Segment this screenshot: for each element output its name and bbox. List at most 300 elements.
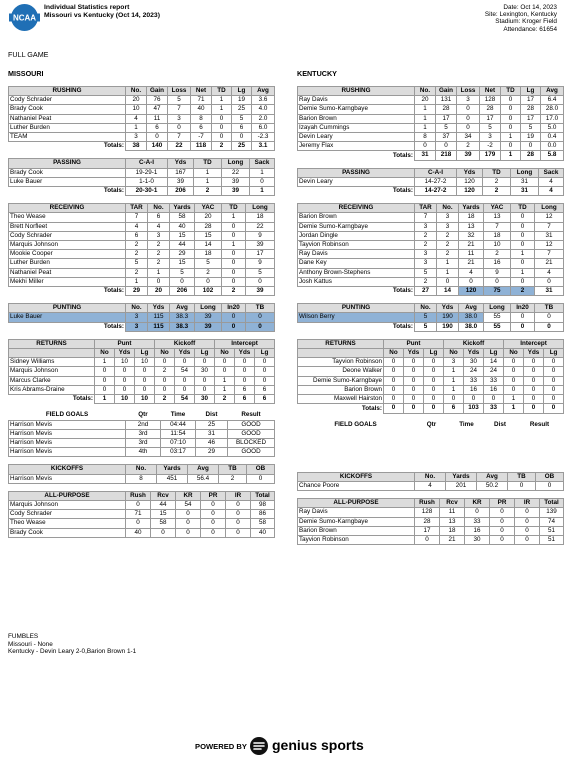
stat-value: 1	[437, 268, 459, 277]
totals-row	[9, 287, 275, 296]
table-header-row	[9, 349, 275, 358]
total-value: 0	[544, 404, 564, 413]
stat-value: 0	[424, 395, 444, 404]
stat-value: 0	[175, 385, 195, 394]
stat-value: 0	[544, 395, 564, 404]
stat-value: 0	[457, 123, 480, 132]
stat-value: 28	[195, 222, 222, 231]
stat-value: 0	[115, 367, 135, 376]
stat-value: 4	[126, 222, 148, 231]
game-info-stadium: Stadium: Kroger Field	[495, 18, 557, 26]
stat-value: 0	[201, 510, 226, 519]
stat-value: 0	[126, 519, 151, 528]
stat-value: 3	[444, 358, 464, 367]
stat-value: 17.0	[541, 114, 564, 123]
player-name: Ray Davis	[298, 96, 415, 105]
column-header: Rcv	[151, 491, 176, 500]
total-value: 39	[457, 151, 480, 160]
totals-label: Totals:	[361, 404, 382, 412]
player-name: TEAM	[9, 133, 126, 142]
column-header: TD	[501, 87, 521, 96]
column-header: Avg	[541, 87, 564, 96]
player-name: Demie Sumo-Karngbaye	[298, 376, 384, 385]
stat-value: 5.0	[541, 123, 564, 132]
column-header: In20	[222, 304, 246, 313]
table-row	[9, 259, 275, 268]
stat-value: 0	[511, 277, 535, 286]
stat-value: 1	[437, 259, 459, 268]
column-header: TB	[246, 304, 275, 313]
stat-value: 2	[437, 231, 459, 240]
player-name: Wilson Berry	[298, 313, 415, 322]
table-header-row	[9, 159, 275, 168]
table-row	[9, 268, 275, 277]
stat-value: 0	[384, 358, 404, 367]
stat-value: 1	[212, 96, 232, 105]
stat-value: 39	[222, 177, 250, 186]
column-header: No	[95, 349, 115, 358]
column-header: Rcv	[440, 499, 465, 508]
stat-value: 5	[415, 313, 437, 322]
column-header: RUSHING	[9, 87, 126, 96]
table-header-row	[9, 491, 275, 500]
table-row	[9, 385, 275, 394]
stat-value: 0	[170, 277, 195, 286]
stat-value: 15	[151, 510, 176, 519]
total-value: 0	[535, 322, 564, 331]
stat-value: 0	[247, 474, 275, 483]
total-value: 140	[147, 142, 168, 151]
column-header: TD	[511, 204, 535, 213]
total-value: 1	[501, 151, 521, 160]
stat-value: 2	[219, 474, 247, 483]
stat-value: 13	[484, 213, 511, 222]
stat-value: 0	[490, 517, 515, 526]
stat-value: 11:54	[161, 429, 196, 438]
column-header: TAR	[415, 204, 437, 213]
stat-value: 0	[135, 376, 155, 385]
missouri-team-label: MISSOURI	[8, 69, 44, 78]
stat-value: 76	[147, 96, 168, 105]
table-row	[298, 385, 564, 394]
stat-value: 4	[126, 114, 147, 123]
stat-value: 0	[195, 385, 215, 394]
stat-value: 0	[222, 250, 246, 259]
column-header: Yds	[168, 159, 194, 168]
player-name: Barion Brown	[298, 385, 384, 394]
stat-value: 0	[235, 376, 255, 385]
stat-value: 0	[384, 376, 404, 385]
stat-value: 0	[226, 500, 251, 509]
player-name: Tayvion Robinson	[298, 241, 415, 250]
stat-value: 1	[415, 123, 436, 132]
group-header: Intercept	[504, 339, 564, 348]
stat-value: 0	[424, 385, 444, 394]
total-value: 20	[148, 287, 170, 296]
table-header-row	[9, 304, 275, 313]
stat-value: 2.0	[252, 114, 275, 123]
stat-value: 3rd	[126, 438, 161, 447]
stat-value: 31	[511, 177, 539, 186]
stat-value: 24	[484, 367, 504, 376]
table-row	[298, 231, 564, 240]
stat-value: 1	[250, 168, 275, 177]
column-header: Long	[195, 304, 222, 313]
totals-row	[298, 151, 564, 160]
stat-value: 1	[215, 376, 235, 385]
stat-value: 40	[251, 528, 275, 537]
stat-value: 0	[511, 241, 535, 250]
stat-value: 0	[490, 535, 515, 544]
player-name: Demie Sumo-Karngbaye	[298, 105, 415, 114]
column-header: Long	[246, 204, 275, 213]
total-value: 1	[95, 395, 115, 404]
player-name: Harrison Mevis	[9, 429, 126, 438]
stat-value: 2	[126, 268, 148, 277]
column-header: OB	[536, 472, 564, 481]
stat-value: 0	[195, 358, 215, 367]
total-value: 115	[148, 322, 170, 331]
totals-row	[9, 142, 275, 151]
table-row	[9, 222, 275, 231]
stat-value: 0	[504, 367, 524, 376]
stat-value: 0	[201, 500, 226, 509]
total-value: 5.8	[541, 151, 564, 160]
total-value: 103	[464, 404, 484, 413]
column-header: Long	[484, 304, 511, 313]
stat-value: 29	[170, 250, 195, 259]
stat-value: 0	[515, 535, 540, 544]
stat-value: 07:10	[161, 438, 196, 447]
total-value: 0	[384, 404, 404, 413]
stat-value: 5	[246, 268, 275, 277]
totals-row	[298, 404, 564, 413]
stat-value: 3	[480, 133, 501, 142]
kentucky-field-goals-table	[297, 421, 563, 429]
total-value: 27	[415, 287, 437, 296]
stat-value: 1	[95, 358, 115, 367]
column-header: Avg	[477, 472, 508, 481]
total-value: 6	[235, 395, 255, 404]
stat-value: 0	[147, 133, 168, 142]
column-header: No.	[415, 304, 437, 313]
column-header: Sack	[250, 159, 275, 168]
stat-value: 167	[168, 168, 194, 177]
player-name: Tayvion Robinson	[298, 358, 384, 367]
column-header: Long	[222, 159, 250, 168]
total-value: 0	[524, 404, 544, 413]
stat-value: 7	[168, 105, 191, 114]
table-row	[298, 222, 564, 231]
player-name: Demie Sumo-Karngbaye	[298, 517, 415, 526]
table-row	[9, 114, 275, 123]
player-name: Harrison Mevis	[9, 438, 126, 447]
fumbles-title: FUMBLES	[8, 633, 39, 640]
column-header: No	[215, 349, 235, 358]
totals-row	[298, 322, 564, 331]
stat-value: 0	[457, 105, 480, 114]
stat-value: 6	[235, 385, 255, 394]
column-header: PUNTING	[298, 304, 415, 313]
stat-value: 120	[457, 177, 483, 186]
stat-value: 1	[222, 213, 246, 222]
stat-value: 22	[246, 222, 275, 231]
stat-value: 19	[232, 96, 252, 105]
missouri-passing-table	[8, 158, 275, 196]
stat-value: 8	[415, 133, 436, 142]
stat-value: 0	[501, 114, 521, 123]
stat-value: 8	[191, 114, 212, 123]
table-row	[298, 241, 564, 250]
stat-value: 6.4	[541, 96, 564, 105]
column-header: Time	[170, 411, 186, 419]
stat-value: 18	[440, 526, 465, 535]
column-header: Avg	[252, 87, 275, 96]
table-header-row	[298, 499, 564, 508]
kentucky-team-label: KENTUCKY	[297, 69, 337, 78]
stat-value: 15	[170, 259, 195, 268]
genius-sports-brand: genius sports	[272, 737, 364, 753]
stat-value: 33	[464, 376, 484, 385]
stat-value: 0.4	[541, 133, 564, 142]
missouri-rushing-table	[8, 86, 275, 151]
total-value: 22	[168, 142, 191, 151]
table-row	[298, 114, 564, 123]
column-header: Avg	[188, 465, 219, 474]
player-name: Barion Brown	[298, 213, 415, 222]
stat-value: 04:44	[161, 420, 196, 429]
player-name: Luther Burden	[9, 259, 126, 268]
stat-value: 56.4	[188, 474, 219, 483]
stat-value: 28.0	[541, 105, 564, 114]
report-title-line1: Individual Statistics report	[44, 4, 130, 11]
stat-value: 3	[148, 231, 170, 240]
table-row	[9, 105, 275, 114]
stat-value: -7	[191, 133, 212, 142]
stat-value: 4	[415, 481, 446, 490]
player-name: Cody Schrader	[9, 96, 126, 105]
stat-value: 4	[148, 222, 170, 231]
column-header: OB	[247, 465, 275, 474]
stat-value: 2	[457, 142, 480, 151]
player-name: Maxwell Hairston	[298, 395, 384, 404]
table-row	[9, 510, 275, 519]
stat-value: 31	[196, 429, 228, 438]
group-header: Kickoff	[444, 339, 504, 348]
player-name: Luke Bauer	[9, 177, 126, 186]
stat-value: 0	[168, 123, 191, 132]
stat-value: 98	[251, 500, 275, 509]
stat-value: 5	[168, 96, 191, 105]
column-header: KR	[176, 491, 201, 500]
player-name: Nathaniel Peat	[9, 268, 126, 277]
column-header: KICKOFFS	[298, 472, 415, 481]
total-value: 179	[480, 151, 501, 160]
table-row	[298, 250, 564, 259]
stat-value: 4	[535, 268, 564, 277]
total-value: 206	[168, 187, 194, 196]
stat-value: 17	[480, 114, 501, 123]
stat-value: 0	[444, 395, 464, 404]
player-name: Devin Leary	[298, 133, 415, 142]
table-header-row	[9, 411, 275, 420]
table-row	[9, 177, 275, 186]
column-header: PASSING	[298, 168, 415, 177]
total-value: 6	[255, 395, 275, 404]
table-row	[298, 123, 564, 132]
stat-value: 13	[459, 222, 484, 231]
stat-value: 9	[246, 259, 275, 268]
stat-value: 7	[484, 222, 511, 231]
stat-value: 0	[222, 259, 246, 268]
totals-label: Totals:	[103, 287, 124, 295]
player-name: Chance Poore	[298, 481, 415, 490]
total-value: 2	[483, 187, 511, 196]
stat-value: 71	[191, 96, 212, 105]
kentucky-receiving-table	[297, 203, 564, 296]
section-gap	[8, 296, 274, 303]
column-header: No	[504, 349, 524, 358]
stat-value: 19	[521, 133, 541, 142]
stat-value: 38.3	[170, 313, 195, 322]
player-name: Marquis Johnson	[9, 241, 126, 250]
stat-value: 8	[126, 474, 157, 483]
total-value: 10	[115, 395, 135, 404]
total-value: 206	[170, 287, 195, 296]
stat-value: 03:17	[161, 448, 196, 457]
column-header: Loss	[168, 87, 191, 96]
table-row	[9, 519, 275, 528]
column-header: TD	[212, 87, 232, 96]
stat-value: 0	[235, 358, 255, 367]
stat-value: 0	[404, 376, 424, 385]
stat-value: 0	[501, 123, 521, 132]
total-value: 33	[484, 404, 504, 413]
total-value: 120	[457, 187, 483, 196]
total-value: 31	[415, 151, 436, 160]
table-row	[298, 376, 564, 385]
table-row	[9, 96, 275, 105]
stat-value: 28	[436, 105, 457, 114]
stat-value: 30	[464, 358, 484, 367]
stat-value: 7	[535, 222, 564, 231]
stat-value: 0	[250, 177, 275, 186]
total-value: 25	[232, 142, 252, 151]
stat-value: 0	[521, 142, 541, 151]
stat-value: 0	[404, 367, 424, 376]
stat-value: 1	[415, 105, 436, 114]
totals-label: Totals:	[392, 151, 413, 159]
column-header: C-A-I	[126, 159, 168, 168]
total-value: 190	[437, 322, 459, 331]
table-row	[9, 376, 275, 385]
column-header: No.	[415, 87, 436, 96]
powered-by-label: POWERED BY	[195, 742, 247, 751]
column-header: Yds	[437, 304, 459, 313]
stat-value: 128	[415, 508, 440, 517]
section-gap	[8, 196, 274, 203]
total-value: 218	[436, 151, 457, 160]
stat-value: 39	[195, 313, 222, 322]
stat-value: 5	[436, 123, 457, 132]
section-gap	[297, 429, 563, 436]
stat-value: 4.0	[252, 105, 275, 114]
stat-value: 2	[148, 250, 170, 259]
player-name: Anthony Brown-Stephens	[298, 268, 415, 277]
stat-value: 0	[226, 519, 251, 528]
stat-value: 0	[511, 222, 535, 231]
stat-value: 7	[415, 213, 437, 222]
column-header: IR	[515, 499, 540, 508]
total-value: 10	[135, 395, 155, 404]
stat-value: 17	[521, 114, 541, 123]
column-header: Rush	[415, 499, 440, 508]
stat-value: 17	[246, 250, 275, 259]
totals-row	[9, 322, 275, 331]
group-header: RETURNS	[9, 339, 95, 348]
stat-value: 2	[126, 250, 148, 259]
stat-value: 28	[480, 105, 501, 114]
stat-value: 0	[457, 114, 480, 123]
section-gap	[8, 484, 274, 491]
player-name: Nathaniel Peat	[9, 114, 126, 123]
stat-value: 0	[226, 528, 251, 537]
table-row	[298, 395, 564, 404]
player-name: Mekhi Miller	[9, 277, 126, 286]
stat-value: 34	[457, 133, 480, 142]
kentucky-kickoffs-table	[297, 472, 564, 491]
stat-value: 14	[195, 241, 222, 250]
column-header: Yds	[175, 349, 195, 358]
stat-value: 0	[524, 358, 544, 367]
stat-value: 115	[148, 313, 170, 322]
stat-value: 0	[255, 358, 275, 367]
returns-group-header-row	[9, 339, 275, 348]
group-header: Punt	[384, 339, 444, 348]
stat-value: 0	[536, 481, 564, 490]
column-header: Time	[459, 420, 474, 428]
column-header: Net	[480, 87, 501, 96]
total-value: 2	[155, 395, 175, 404]
column-header: Total	[540, 499, 564, 508]
stat-value: 28	[521, 105, 541, 114]
column-header: TD	[483, 168, 511, 177]
total-value: 39	[246, 287, 275, 296]
stat-value: 0	[384, 395, 404, 404]
total-value: 38	[126, 142, 147, 151]
table-row	[9, 474, 275, 483]
stat-value: 0	[235, 367, 255, 376]
stat-value: 0	[544, 358, 564, 367]
stat-value: 10	[484, 241, 511, 250]
stat-value: 201	[446, 481, 477, 490]
stat-value: 0	[404, 358, 424, 367]
stat-value: 1	[444, 367, 464, 376]
totals-label: Totals:	[392, 187, 413, 195]
stat-value: 190	[437, 313, 459, 322]
column-header: Loss	[457, 87, 480, 96]
table-row	[9, 168, 275, 177]
table-row	[9, 367, 275, 376]
stat-value: 44	[170, 241, 195, 250]
player-name: Marcus Clarke	[9, 376, 95, 385]
stat-value: GOOD	[228, 420, 275, 429]
table-header-row	[9, 465, 275, 474]
stat-value: 0	[222, 277, 246, 286]
stat-value: 20	[195, 213, 222, 222]
totals-label: Totals:	[392, 322, 413, 330]
stat-value: 16	[484, 259, 511, 268]
